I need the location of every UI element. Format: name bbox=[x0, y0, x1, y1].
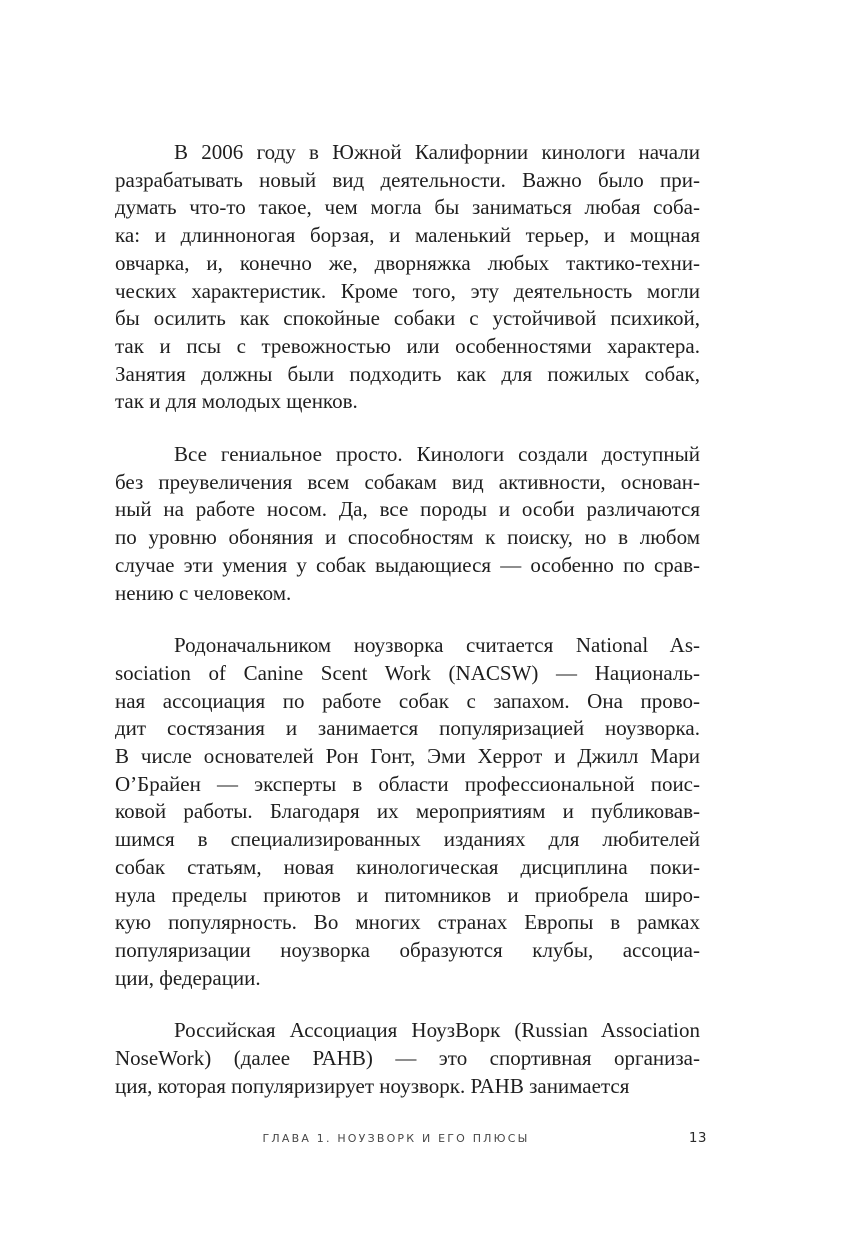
text-line: В 2006 году в Южной Калифорнии кинологи начали bbox=[174, 140, 700, 164]
text-line: нению с человеком. bbox=[115, 580, 292, 605]
text-line: кую популярность. Во многих странах Европы в рамках bbox=[115, 910, 700, 935]
text-line: ции, федерации. bbox=[115, 965, 261, 990]
text-line: ная ассоциация по работе собак с запахом. Она прово- bbox=[115, 688, 700, 713]
text-line: ция, которая популяризирует ноузворк. РАНВ занимается bbox=[115, 1073, 630, 1098]
text-line: О’Брайен — эксперты в области профессиональной поис- bbox=[115, 771, 700, 796]
text-line: ный на работе носом. Да, все породы и особи различаются bbox=[115, 497, 700, 522]
text-line: Российская Ассоциация НоузВорк (Russian Association bbox=[174, 1018, 700, 1043]
page-number: 13 bbox=[688, 1130, 707, 1146]
paragraph bbox=[115, 1017, 700, 1100]
text-line: Все гениальное просто. Кинологи создали доступный bbox=[174, 442, 700, 467]
text-line: по уровню обоняния и способностям к поиску, но в любом bbox=[115, 525, 700, 550]
text-line: шимся в специализированных изданиях для любителей bbox=[115, 827, 700, 852]
text-line: так и для молодых щенков. bbox=[115, 389, 358, 414]
text-line: без преувеличения всем собакам вид активности, основан- bbox=[115, 469, 700, 494]
text-line: ка: и длинноногая борзая, и маленький терьер, и мощная bbox=[115, 223, 700, 248]
text-line: sociation of Canine Scent Work (NACSW) — Националь- bbox=[115, 660, 700, 685]
text-line: популяризации ноузворка образуются клубы, ассоциа- bbox=[115, 937, 700, 962]
text-line: думать что-то такое, чем могла бы заниматься любая соба- bbox=[115, 195, 700, 220]
text-line: так и псы с тревожностью или особенностями характера. bbox=[115, 333, 700, 358]
text-line: ковой работы. Благодаря их мероприятиям и публиковав- bbox=[115, 799, 700, 824]
paragraph bbox=[115, 632, 700, 992]
text-line: ческих характеристик. Кроме того, эту деятельность могли bbox=[115, 278, 700, 303]
text-line: собак статьям, новая кинологическая дисциплина поки- bbox=[115, 854, 700, 879]
page-footer bbox=[115, 1129, 707, 1149]
text-line: дит состязания и занимается популяризацией ноузворка. bbox=[115, 716, 700, 741]
text-line: NoseWork) (далее РАНВ) — это спортивная организа- bbox=[115, 1046, 700, 1071]
body-text bbox=[115, 139, 700, 1101]
text-line: бы осилить как спокойные собаки с устойчивой психикой, bbox=[115, 306, 700, 331]
text-line: разрабатывать новый вид деятельности. Важно было при- bbox=[115, 167, 700, 192]
text-line: случае эти умения у собак выдающиеся — особенно по срав- bbox=[115, 552, 700, 577]
running-chapter-title: ГЛАВА 1. НОУЗВОРК И ЕГО ПЛЮСЫ bbox=[262, 1132, 530, 1145]
text-line: Родоначальником ноузворка считается National As- bbox=[174, 633, 700, 658]
paragraph bbox=[115, 441, 700, 607]
text-line: овчарка, и, конечно же, дворняжка любых тактико-техни- bbox=[115, 250, 700, 275]
paragraph bbox=[115, 139, 700, 416]
text-line: В числе основателей Рон Гонт, Эми Херрот и Джилл Мари bbox=[115, 744, 700, 769]
text-line: Занятия должны были подходить как для пожилых собак, bbox=[115, 361, 700, 386]
text-line: нула пределы приютов и питомников и приобрела широ- bbox=[115, 882, 700, 907]
